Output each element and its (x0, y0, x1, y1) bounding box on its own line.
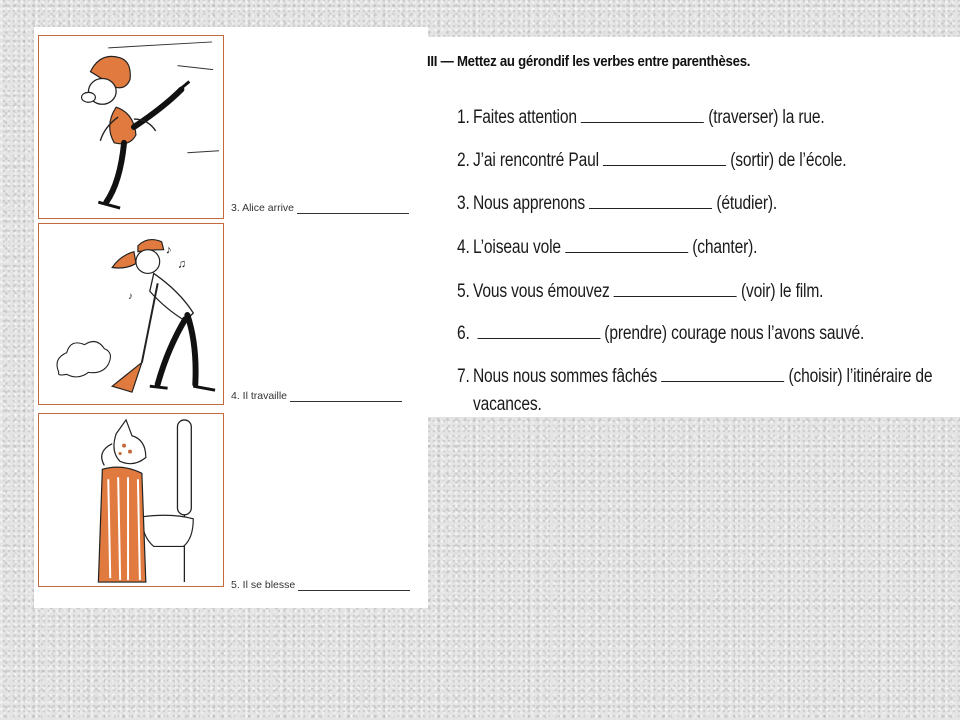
exercise-item-1 (457, 107, 825, 129)
item-number: 2. (457, 150, 470, 171)
item-text-after: (traverser) la rue. (708, 107, 825, 128)
item-text-before: Vous vous émouvez (472, 281, 610, 302)
answer-blank[interactable] (661, 380, 784, 382)
item-number: 3. (457, 193, 470, 214)
exercise-item-7 (457, 366, 932, 388)
caption-panel-2 (231, 390, 402, 402)
exercise-item-3 (457, 193, 777, 215)
item-number: 1. (457, 107, 470, 128)
exercise-item-7-continuation: vacances. (473, 394, 542, 415)
svg-text:♪: ♪ (128, 291, 133, 303)
caption-text: 5. Il se blesse (231, 579, 296, 591)
item-text-before: J’ai rencontré Paul (472, 150, 599, 171)
cartoon-worksheet (34, 27, 428, 608)
shaving-man-icon (39, 414, 223, 586)
exercise-sheet (423, 37, 960, 417)
item-text-after: (choisir) l’itinéraire de (788, 366, 933, 387)
item-text-after: (étudier). (716, 193, 778, 214)
panel-shaving-man (38, 413, 224, 587)
item-number: 5. (457, 281, 470, 302)
caption-panel-1 (231, 202, 409, 214)
svg-text:♪: ♪ (165, 242, 172, 257)
panel-running-woman (38, 35, 224, 219)
caption-text: 3. Alice arrive (231, 202, 295, 214)
item-number: 6. (457, 323, 470, 344)
sweeping-man-icon (39, 224, 223, 404)
exercise-item-2 (457, 150, 846, 172)
item-text-before: Faites attention (472, 107, 577, 128)
exercise-item-4 (457, 237, 757, 259)
panel-sweeping-man (38, 223, 224, 405)
answer-blank[interactable] (603, 164, 726, 166)
answer-blank[interactable] (565, 251, 688, 253)
answer-line (290, 400, 402, 402)
answer-line (298, 589, 410, 591)
answer-blank[interactable] (589, 207, 712, 209)
caption-panel-3 (231, 579, 410, 591)
answer-blank[interactable] (614, 295, 737, 297)
answer-blank[interactable] (477, 337, 600, 339)
item-text-after: (voir) le film. (740, 281, 824, 302)
running-woman-icon (39, 36, 223, 218)
item-text-after: (prendre) courage nous l’avons sauvé. (604, 323, 865, 344)
exercise-item-6 (457, 323, 864, 345)
item-number: 4. (457, 237, 470, 258)
answer-line (297, 212, 409, 214)
answer-blank[interactable] (581, 121, 704, 123)
item-text-before: Nous nous sommes fâchés (472, 366, 658, 387)
item-text-after: (chanter). (692, 237, 758, 258)
item-text-after: (sortir) de l’école. (730, 150, 847, 171)
item-number: 7. (457, 366, 470, 387)
caption-text: 4. Il travaille (231, 390, 288, 402)
item-text-before: L’oiseau vole (472, 237, 561, 258)
item-text-before: Nous apprenons (472, 193, 585, 214)
exercise-item-5 (457, 281, 823, 303)
svg-text:♫: ♫ (177, 256, 187, 271)
exercise-title: III — Mettez au gérondif les verbes entre parenthèses. (427, 53, 751, 70)
